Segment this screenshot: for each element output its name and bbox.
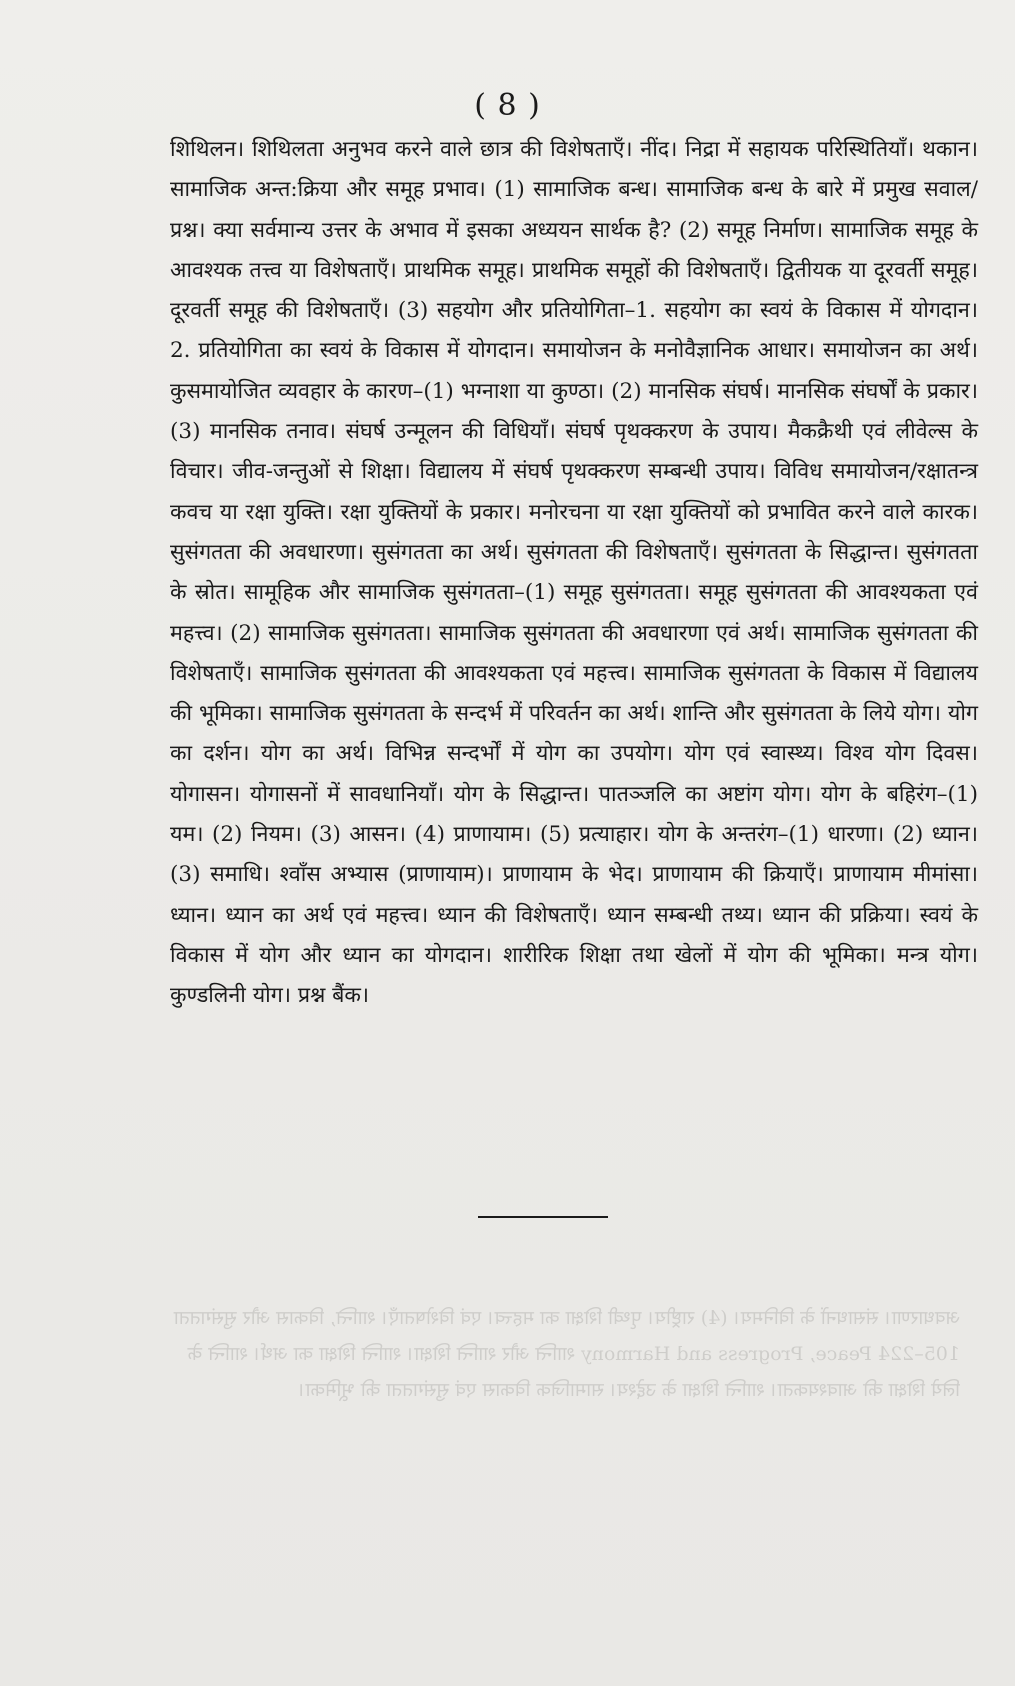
page-number: ( 8 ) xyxy=(474,88,541,123)
reverse-side-bleed-through: अवधारणा। संसाधनों के विनिमय। (4) राष्ट्रीय। पृथ्वी शिक्षा का महत्त्व। एवं विशेषताएँ। शान्ति, विकास और सुसंगतता 105–224 Peace, Progress and Harmony शान्ति और शान्ति शिक्षा। शान्ति शिक्षा का अर्थ। शान्ति के लिये शिक्षा की आवश्यकता। शान्ति शिक्षा के उद्देश्य। सामाजिक विकास एवं सुसंगतता की भूमिका। xyxy=(173,1307,960,1401)
contents-paragraph: शिथिलन। शिथिलता अनुभव करने वाले छात्र की विशेषताएँ। नींद। निद्रा में सहायक परिस्थितियाँ। थकान। सामाजिक अन्त:क्रिया और समूह प्रभाव। (1) सामाजिक बन्ध। सामाजिक बन्ध के बारे में प्रमुख सवाल/प्रश्न। क्या सर्वमान्य उत्तर के अभाव में इसका अध्ययन सार्थक है? (2) समूह निर्माण। सामाजिक समूह के आवश्यक तत्त्व या विशेषताएँ। प्राथमिक समूह। प्राथमिक समूहों की विशेषताएँ। द्वितीयक या दूरवर्ती समूह। दूरवर्ती समूह की विशेषताएँ। (3) सहयोग और प्रतियोगिता–1. सहयोग का स्वयं के विकास में योगदान। 2. प्रतियोगिता का स्वयं के विकास में योगदान। समायोजन के मनोवैज्ञानिक आधार। समायोजन का अर्थ। कुसमायोजित व्यवहार के कारण–(1) भग्नाशा या कुण्ठा। (2) मानसिक संघर्ष। मानसिक संघर्षों के प्रकार। (3) मानसिक तनाव। संघर्ष उन्मूलन की विधियाँ। संघर्ष पृथक्करण के उपाय। मैकक्रैथी एवं लीवेल्स के विचार। जीव-जन्तुओं से शिक्षा। विद्यालय में संघर्ष पृथक्करण सम्बन्धी उपाय। विविध समायोजन/रक्षातन्त्र कवच या रक्षा युक्ति। रक्षा युक्तियों के प्रकार। मनोरचना या रक्षा युक्तियों को प्रभावित करने वाले कारक। सुसंगतता की अवधारणा। सुसंगतता का अर्थ। सुसंगतता की विशेषताएँ। सुसंगतता के सिद्धान्त। सुसंगतता के स्रोत। सामूहिक और सामाजिक सुसंगतता–(1) समूह सुसंगतता। समूह सुसंगतता की आवश्यकता एवं महत्त्व। (2) सामाजिक सुसंगतता। सामाजिक सुसंगतता की अवधारणा एवं अर्थ। सामाजिक सुसंगतता की विशेषताएँ। सामाजिक सुसंगतता की आवश्यकता एवं महत्त्व। सामाजिक सुसंगतता के विकास में विद्यालय की भूमिका। सामाजिक सुसंगतता के सन्दर्भ में परिवर्तन का अर्थ। शान्ति और सुसंगतता के लिये योग। योग का दर्शन। योग का अर्थ। विभिन्न सन्दर्भों में योग का उपयोग। योग एवं स्वास्थ्य। विश्व योग दिवस। योगासन। योगासनों में सावधानियाँ। योग के सिद्धान्त। पातञ्जलि का अष्टांग योग। योग के बहिरंग–(1) यम। (2) नियम। (3) आसन। (4) प्राणायाम। (5) प्रत्याहार। योग के अन्तरंग–(1) धारणा। (2) ध्यान। (3) समाधि। श्वाँस अभ्यास (प्राणायाम)। प्राणायाम के भेद। प्राणायाम की क्रियाएँ। प्राणायाम मीमांसा। ध्यान। ध्यान का अर्थ एवं महत्त्व। ध्यान की विशेषताएँ। ध्यान सम्बन्धी तथ्य। ध्यान की प्रक्रिया। स्वयं के विकास में योग और ध्यान का योगदान। शारीरिक शिक्षा तथा खेलों में योग की भूमिका। मन्त्र योग। कुण्डलिनी योग। प्रश्न बैंक। xyxy=(170,137,979,1009)
end-rule-divider xyxy=(478,1216,608,1218)
